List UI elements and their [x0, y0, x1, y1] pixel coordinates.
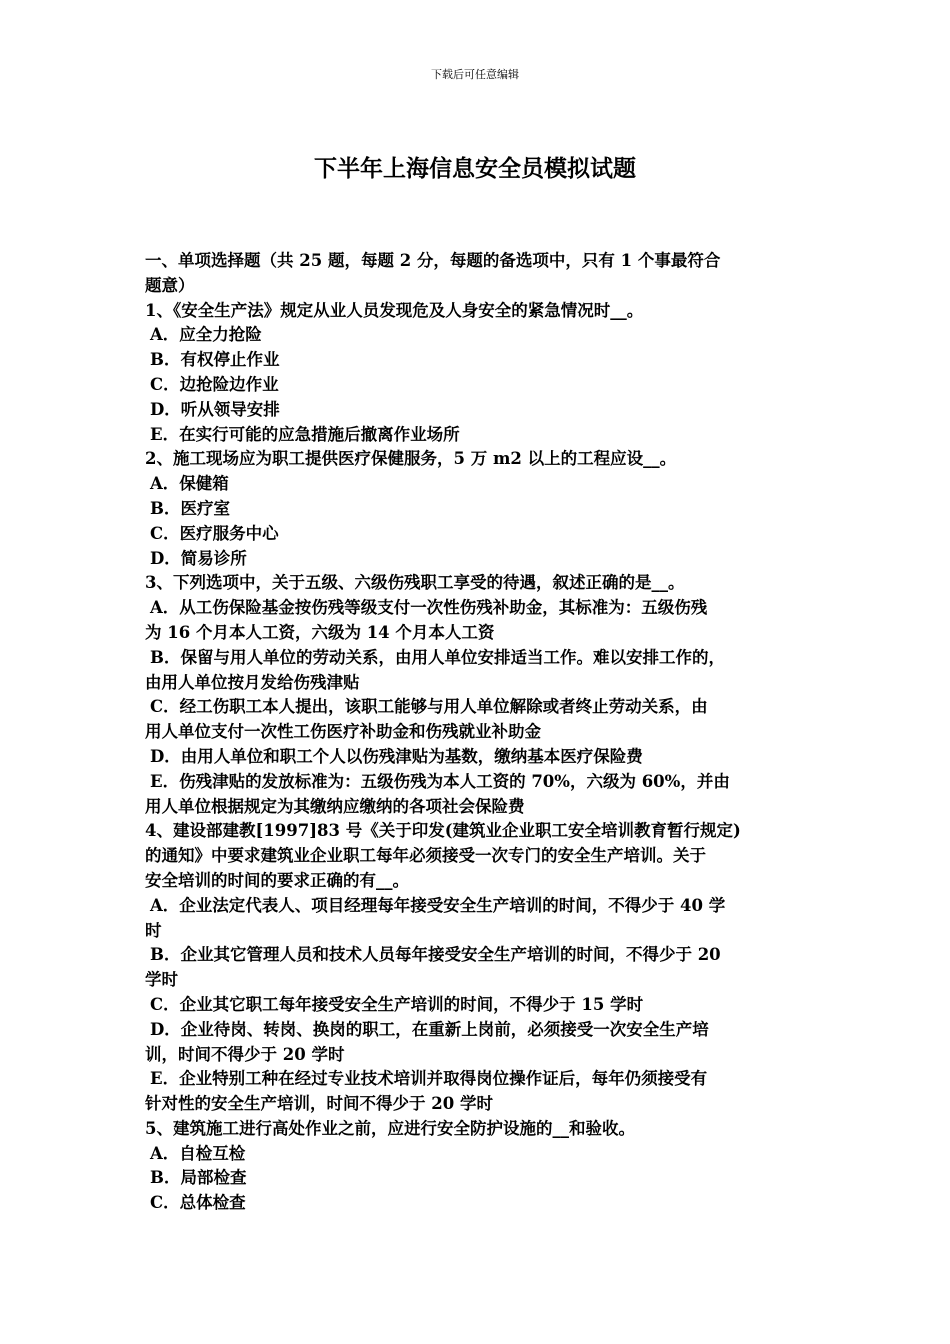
- page-title: 下半年上海信息安全员模拟试题: [314, 155, 636, 182]
- answer-option-line: E．企业特别工种在经过专业技术培训并取得岗位操作证后，每年仍须接受有: [150, 1069, 708, 1089]
- text-line: 训，时间不得少于 20 学时: [145, 1044, 345, 1064]
- answer-option-line: D．企业待岗、转岗、换岗的职工，在重新上岗前，必须接受一次安全生产培: [150, 1019, 709, 1039]
- text-line: 针对性的安全生产培训，时间不得少于 20 学时: [145, 1094, 493, 1114]
- text-line: 1、《安全生产法》规定从业人员发现危及人身安全的紧急情况时__。: [145, 300, 644, 320]
- answer-option-line: B．保留与用人单位的劳动关系，由用人单位安排适当工作。难以安排工作的，: [150, 647, 725, 667]
- answer-option-line: B．有权停止作业: [150, 350, 280, 370]
- answer-option-line: C．总体检查: [150, 1193, 246, 1213]
- answer-option-line: B．医疗室: [150, 498, 230, 518]
- answer-option-line: A．保健箱: [150, 474, 229, 494]
- answer-option-line: D．听从领导安排: [150, 399, 280, 419]
- text-line: 2、施工现场应为职工提供医疗保健服务，5 万 m2 以上的工程应设__。: [145, 449, 677, 469]
- answer-option-line: A．自检互检: [150, 1143, 246, 1163]
- answer-option-line: A．应全力抢险: [150, 325, 262, 345]
- answer-option-line: D．简易诊所: [150, 548, 247, 568]
- header-note: 下载后可任意编辑: [431, 68, 519, 81]
- text-line: 学时: [145, 970, 178, 990]
- answer-option-line: C．医疗服务中心: [150, 523, 279, 543]
- text-line: 3、下列选项中，关于五级、六级伤残职工享受的待遇，叙述正确的是__。: [145, 573, 685, 593]
- text-line: 由用人单位按月发给伤残津贴: [145, 672, 360, 692]
- text-line: 时: [145, 920, 162, 940]
- answer-option-line: B．局部检查: [150, 1168, 247, 1188]
- text-line: 题意）: [145, 275, 195, 295]
- document-body: [145, 249, 815, 1216]
- answer-option-line: A．企业法定代表人、项目经理每年接受安全生产培训的时间，不得少于 40 学: [150, 895, 726, 915]
- answer-option-line: D．由用人单位和职工个人以伤残津贴为基数，缴纳基本医疗保险费: [150, 746, 643, 766]
- answer-option-line: A．从工伤保险基金按伤残等级支付一次性伤残补助金，其标准为：五级伤残: [150, 598, 708, 618]
- answer-option-line: C．边抢险边作业: [150, 374, 279, 394]
- answer-option-line: C．经工伤职工本人提出，该职工能够与用人单位解除或者终止劳动关系，由: [150, 697, 708, 717]
- text-line: 用人单位根据规定为其缴纳应缴纳的各项社会保险费: [145, 796, 525, 816]
- text-line: 5、建筑施工进行高处作业之前，应进行安全防护设施的__和验收。: [145, 1118, 635, 1138]
- answer-option-line: B．企业其它管理人员和技术人员每年接受安全生产培训的时间，不得少于 20: [150, 945, 721, 965]
- answer-option-line: E．在实行可能的应急措施后撤离作业场所: [150, 424, 460, 444]
- answer-option-line: C．企业其它职工每年接受安全生产培训的时间，不得少于 15 学时: [150, 994, 644, 1014]
- text-line: 的通知》中要求建筑业企业职工每年必须接受一次专门的安全生产培训。关于: [145, 846, 706, 866]
- answer-option-line: E．伤残津贴的发放标准为：五级伤残为本人工资的 70%，六级为 60%，并由: [150, 771, 730, 791]
- text-line: 4、建设部建教[1997]83 号《关于印发(建筑业企业职工安全培训教育暂行规定): [145, 821, 741, 841]
- text-line: 一、单项选择题（共 25 题，每题 2 分，每题的备选项中，只有 1 个事最符合: [145, 251, 721, 270]
- text-line: 安全培训的时间的要求正确的有__。: [145, 870, 409, 890]
- text-line: 用人单位支付一次性工伤医疗补助金和伤残就业补助金: [145, 722, 541, 742]
- text-line: 为 16 个月本人工资，六级为 14 个月本人工资: [145, 622, 495, 642]
